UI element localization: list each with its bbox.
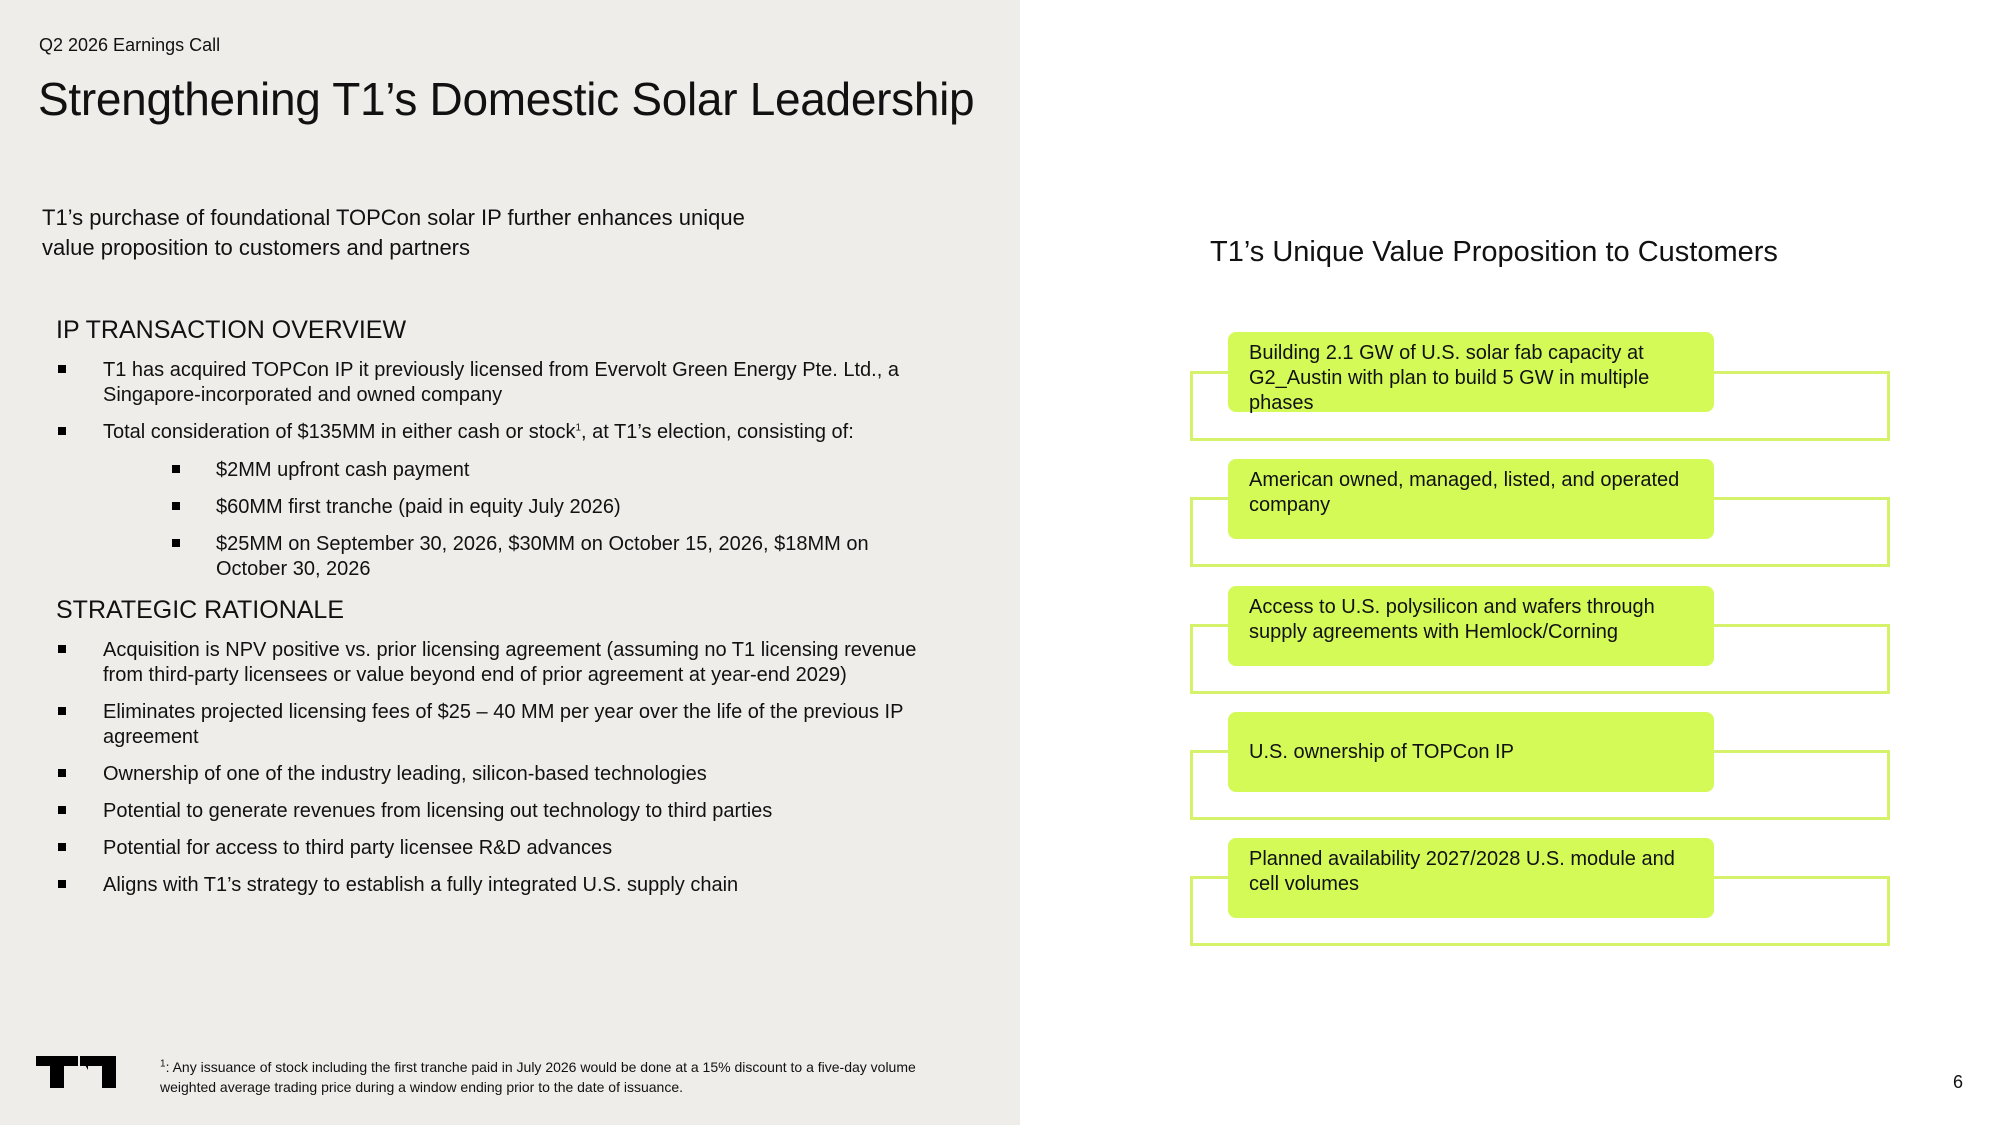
bullet-text: Total consideration of $135MM in either cash or stock bbox=[103, 421, 576, 443]
bullet-icon bbox=[58, 427, 66, 435]
bullet-icon bbox=[172, 539, 180, 547]
t1-logo-icon bbox=[36, 1056, 116, 1093]
list-item bbox=[56, 873, 956, 898]
lead-statement: T1’s purchase of foundational TOPCon solar IP further enhances unique value proposition to customers and partners bbox=[42, 205, 745, 260]
footnote-marker: 1 bbox=[160, 1058, 166, 1070]
list-item bbox=[56, 762, 956, 787]
bullet-text: Ownership of one of the industry leading, silicon-based technologies bbox=[103, 763, 707, 785]
bullet-icon bbox=[58, 806, 66, 814]
list-item bbox=[170, 495, 930, 520]
value-item-text: Planned availability 2027/2028 U.S. module and cell volumes bbox=[1249, 848, 1675, 895]
footnote bbox=[160, 1057, 920, 1097]
list-item bbox=[56, 358, 956, 408]
bullet-text: $60MM first tranche (paid in equity July 2026) bbox=[216, 496, 621, 518]
value-item-card bbox=[1228, 838, 1714, 918]
bullet-text: Potential for access to third party licensee R&D advances bbox=[103, 837, 613, 859]
value-item-text: U.S. ownership of TOPCon IP bbox=[1249, 740, 1514, 763]
bullet-icon bbox=[58, 843, 66, 851]
list-item bbox=[56, 799, 956, 824]
value-item-text: Building 2.1 GW of U.S. solar fab capacity at G2_Austin with plan to build 5 GW in multiple phases bbox=[1249, 342, 1650, 414]
bullet-text: Potential to generate revenues from licensing out technology to third parties bbox=[103, 800, 773, 822]
bullet-icon bbox=[58, 707, 66, 715]
bullet-icon bbox=[58, 769, 66, 777]
slide-title: Strengthening T1’s Domestic Solar Leadership bbox=[38, 73, 975, 125]
value-item-card bbox=[1228, 586, 1714, 666]
bullet-text: T1 has acquired TOPCon IP it previously licensed from Evervolt Green Energy Pte. Ltd., a Singapore-incorporated and owned company bbox=[103, 359, 899, 406]
list-item bbox=[170, 532, 930, 582]
bullet-icon bbox=[58, 365, 66, 373]
page-number: 6 bbox=[1953, 1072, 1964, 1092]
footnote-text: : Any issuance of stock including the first tranche paid in July 2026 would be done at a 15% discount to a five-day volume weighted average trading price during a window ending prior to the date of issuance. bbox=[160, 1059, 916, 1095]
value-item-text: Access to U.S. polysilicon and wafers through supply agreements with Hemlock/Corning bbox=[1249, 596, 1655, 643]
list-item bbox=[56, 836, 956, 861]
bullet-text: Eliminates projected licensing fees of $25 – 40 MM per year over the life of the previous IP agreement bbox=[103, 701, 904, 748]
list-item bbox=[170, 458, 930, 483]
ip-overview-heading: IP TRANSACTION OVERVIEW bbox=[56, 316, 407, 344]
list-item bbox=[56, 420, 956, 445]
value-item-card bbox=[1228, 332, 1714, 412]
ip-overview-list bbox=[56, 358, 956, 457]
value-item-card bbox=[1228, 459, 1714, 539]
footnote-marker: 1 bbox=[575, 422, 582, 434]
value-proposition-title: T1’s Unique Value Proposition to Customers bbox=[1210, 236, 1778, 268]
rationale-list bbox=[56, 638, 956, 910]
bullet-icon bbox=[172, 465, 180, 473]
bullet-icon bbox=[58, 645, 66, 653]
bullet-text: Acquisition is NPV positive vs. prior licensing agreement (assuming no T1 licensing revenue from third-party licensees or value beyond end of prior agreement at year-end 2029) bbox=[103, 639, 917, 686]
bullet-text: $2MM upfront cash payment bbox=[216, 459, 470, 481]
value-item-text: American owned, managed, listed, and operated company bbox=[1249, 469, 1680, 516]
strategic-rationale-heading: STRATEGIC RATIONALE bbox=[56, 596, 345, 624]
value-item-card bbox=[1228, 712, 1714, 792]
bullet-text: Aligns with T1’s strategy to establish a fully integrated U.S. supply chain bbox=[103, 874, 739, 896]
list-item bbox=[56, 700, 956, 750]
eyebrow-label: Q2 2026 Earnings Call bbox=[39, 35, 221, 55]
bullet-text: $25MM on September 30, 2026, $30MM on October 15, 2026, $18MM on October 30, 2026 bbox=[216, 533, 869, 580]
list-item bbox=[56, 638, 956, 688]
consideration-sublist bbox=[170, 458, 930, 594]
bullet-icon bbox=[172, 502, 180, 510]
bullet-text-tail: , at T1’s election, consisting of: bbox=[581, 421, 854, 443]
bullet-icon bbox=[58, 880, 66, 888]
